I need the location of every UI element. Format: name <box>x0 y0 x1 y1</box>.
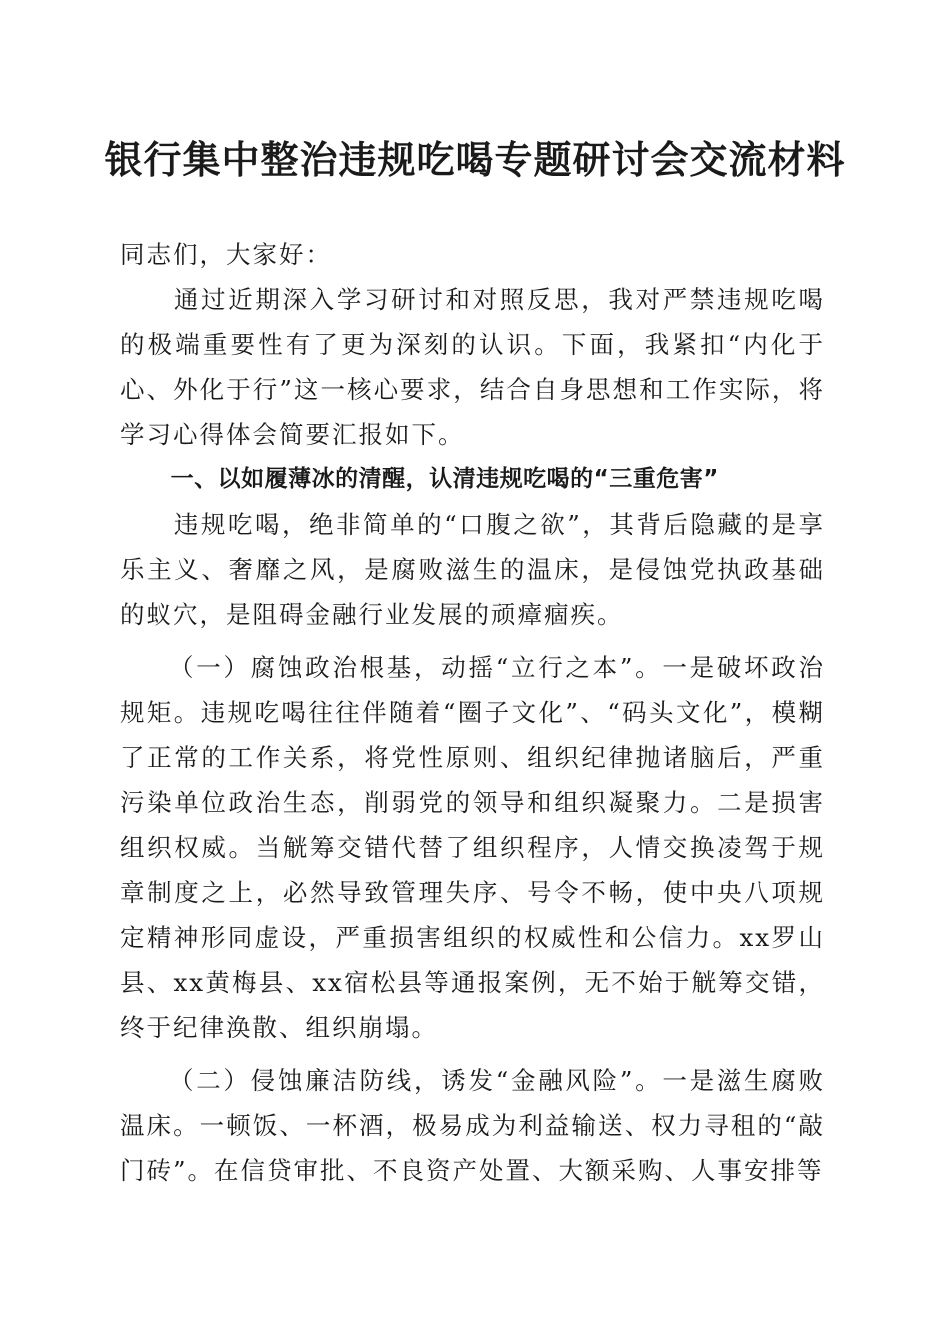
paragraph-1: 违规吃喝，绝非简单的“口腹之欲”，其背后隐藏的是享乐主义、奢靡之风，是腐败滋生的温床，是侵蚀党执政基础的蚁穴，是阻碍金融行业发展的顽瘴痼疾。 <box>120 510 825 629</box>
document-title: 银行集中整治违规吃喝专题研讨会交流材料 <box>104 137 846 182</box>
subsection-1: （一）腐蚀政治根基，动摇“立行之本”。一是破坏政治规矩。违规吃喝往往伴随着“圈子文化”、“码头文化”，模糊了正常的工作关系，将党性原则、组织纪律抛诸脑后，严重污染单位政治生态，削弱党的领导和组织凝聚力。二是损害组织权威。当觥筹交错代替了组织程序，人情交换凌驾于规章制度之上，必然导致管理失序、号令不畅，使中央八项规定精神形同虚设，严重损害组织的权威性和公信力。xx罗山县、xx黄梅县、xx宿松县等通报案例，无不始于觥筹交错，终于纪律涣散、组织崩塌。 <box>120 653 825 1042</box>
document-body <box>120 232 825 1193</box>
greeting: 同志们，大家好： <box>120 240 332 269</box>
subsection-2: （二）侵蚀廉洁防线，诱发“金融风险”。一是滋生腐败温床。一顿饭、一杯酒，极易成为利益输送、权力寻租的“敲门砖”。在信贷审批、不良资产处置、大额采购、人事安排等 <box>120 1066 825 1185</box>
section-heading-1: 一、以如履薄冰的清醒，认清违规吃喝的“三重危害” <box>170 466 719 492</box>
intro-paragraph: 通过近期深入学习研讨和对照反思，我对严禁违规吃喝的极端重要性有了更为深刻的认识。下面，我紧扣“内化于心、外化于行”这一核心要求，结合自身思想和工作实际，将学习心得体会简要汇报如下。 <box>120 285 825 449</box>
